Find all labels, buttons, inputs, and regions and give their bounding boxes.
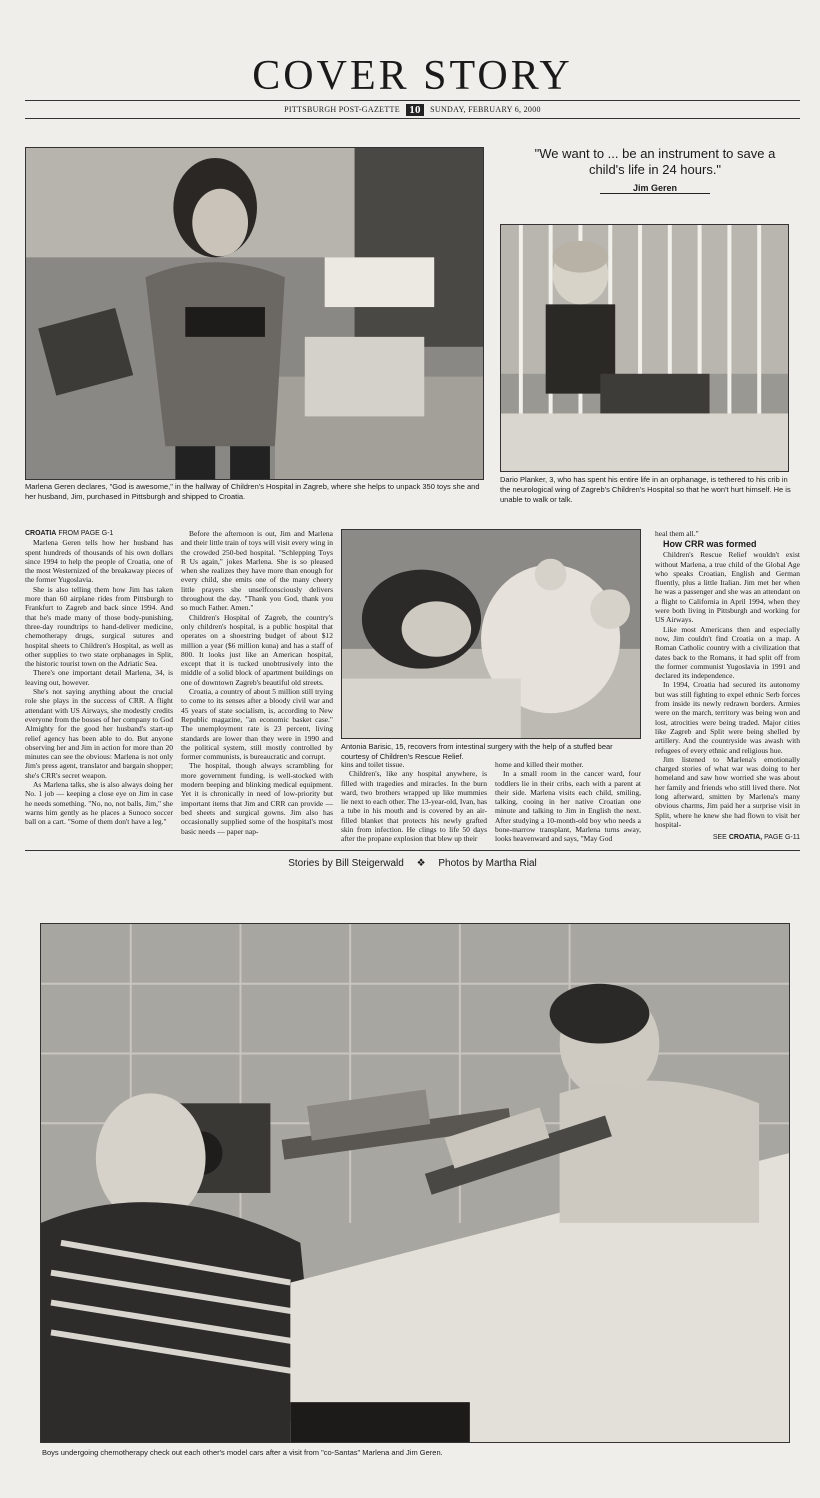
byline-credits — [25, 858, 800, 869]
col2-para-4: The hospital, though always scrambling for more government funding, is well-stocked with modern beeping and blinking medical equipment. Yet it is chronically in need of low-priority but important items that Jim and CRR can provide — bed sheets and surgical gowns. Jim also has occasionally supplied some of the hospital's most basic needs — paper nap- — [181, 761, 333, 836]
col5-para-1: Children's Rescue Relief wouldn't exist without Marlena, a true child of the Global Age who speaks Croatian, English and German fluently, plus a little Italian. Jim met her when he was a passenger and she was an attendant on a flight to California in April 1994, when they were both living in Pittsburgh and working for US Airways. — [655, 550, 800, 625]
col2-para-3: Croatia, a country of about 5 million still trying to come to its senses after a bloody civil war and 45 years of state socialism, is, according to New Republic magazine, "an economic basket case." The unemployment rate is 23 percent, living standards are lower than they were in 1990 and the political system, still mostly controlled by former communists, is bureaucratic and corrupt. — [181, 687, 333, 762]
paper-name: PITTSBURGH POST-GAZETTE — [284, 104, 400, 114]
jump-from — [25, 529, 173, 538]
stories-credit: Stories by Bill Steigerwald — [288, 858, 404, 869]
jump-to-label: CROATIA, — [728, 834, 763, 841]
caption-dario: Dario Planker, 3, who has spent his entire life in an orphanage, is tethered to his crib in the neurological wing of Zagreb's Children's Hospital so that he won't hurt himself. He is unable to walk or talk. — [500, 475, 791, 504]
caption-marlena: Marlena Geren declares, "God is awesome," in the hallway of Children's Hospital in Zagreb, where she helps to unpack 350 toys she and her husband, Jim, purchased in Pittsburgh and shipped to Croatia. — [25, 482, 480, 501]
col5-para-4: Jim listened to Marlena's emotionally charged stories of what war was doing to her homeland and saw how worried she was about her family and friends who still lived there. Not long afterward, smitten by Marlena's many obvious charms, Jim paid her a surprise visit in Split, where he knew she had flown to visit her hospital- — [655, 754, 800, 829]
credits-separator: ❖ — [416, 858, 426, 869]
col5-para-3: In 1994, Croatia had secured its autonomy but was still fighting to expel ethnic Serb forces from inside its newly redrawn borders. Armies were on the march, territory was being won and lost, atrocities were being traded. Major cities like Zagreb and Split were being shelled by artillery. And the countryside was awash with refugees of every ethnic and religious hue. — [655, 680, 800, 755]
jump-from-label: CROATIA — [25, 530, 57, 537]
folio-line — [25, 104, 800, 116]
jump-to-text: PAGE G-11 — [764, 834, 800, 841]
col4-para-2: In a small room in the cancer ward, four toddlers lie in their cribs, each with a parent at their side. Marlena visits each child, smiling, talking, cooing in her native Croatian one minute and talking to Jim in English the next. After studying a 10-month-old boy who needs a bone-marrow transplant, Marlena turns away, looks heavenward and says, "May God — [495, 769, 641, 844]
issue-date: SUNDAY, FEBRUARY 6, 2000 — [430, 104, 541, 114]
pull-quote: "We want to ... be an instrument to save a child's life in 24 hours." — [534, 146, 776, 177]
col4-para-1: home and killed their mother. — [495, 760, 584, 769]
photo-antonia-bear — [341, 529, 641, 739]
col5-lead: heal them all." — [655, 529, 699, 538]
article-column-4 — [495, 760, 641, 844]
jump-to-prefix: SEE — [712, 834, 727, 841]
caption-antonia: Antonia Barisic, 15, recovers from intestinal surgery with the help of a stuffed bear courtesy of Children's Rescue Relief. — [341, 742, 613, 761]
photo-marlena-toys — [25, 147, 484, 480]
caption-boys: Boys undergoing chemotherapy check out each other's model cars after a visit from "co-Santas" Marlena and Jim Geren. — [42, 1448, 443, 1457]
col3-para-2: Children's, like any hospital anywhere, is filled with tragedies and miracles. In the burn ward, two brothers wrapped up like mummies lie next to each other. The 13-year-old, Ivan, has a tube in his mouth and is covered by an air-filled blanket that protects his newly grafted skin from infection. He clings to life 50 days after the propane explosion that blew up their — [341, 769, 487, 844]
photo-boys-model-cars — [40, 923, 790, 1443]
subhead-how-crr-formed: How CRR was formed — [663, 539, 757, 550]
photo-dario-crib — [500, 224, 789, 472]
col1-para-5: As Marlena talks, she is also always doing her No. 1 job — keeping a close eye on Jim in case he needs something. "No, no, not balls, Jim," she warns him gently as he places a Sunoco soccer ball on a cart. "Some of them don't have a leg." — [25, 780, 173, 827]
masthead-rule-bottom — [25, 118, 800, 119]
article-column-1 — [25, 529, 173, 827]
section-title: COVER STORY — [252, 53, 573, 99]
jump-to-line — [640, 834, 800, 841]
col2-para-2: Children's Hospital of Zagreb, the country's only children's hospital, is a public hospital that operates on a shoestring budget of about $12 million a year ($6 million kuna) and has a staff of 800. It looks just like an American hospital, except that it is tucked unobtrusively into the middle of a solid block of apartment buildings on one of downtown Zagreb's beautiful old streets. — [181, 612, 333, 687]
credits-rule — [25, 850, 800, 851]
col5-para-2: Like most Americans then and especially now, Jim couldn't find Croatia on a map. A Roman Catholic country with a civilization that dates back to the Romans, it had split off from the former communist Yugoslavia in 1991 and declared its independence. — [655, 624, 800, 681]
col1-para-3: There's one important detail Marlena, 34, is leaving out, however. — [25, 668, 173, 687]
jump-from-text: FROM PAGE G-1 — [58, 530, 114, 537]
col1-para-4: She's not saying anything about the crucial role she plays in the success of CRR. A flight attendant with US Airways, she modestly credits everyone from the bosses of her company to God Almighty for the good her husband's start-up relief agency has been able to do. But anyone observing her and Jim in action for more than 20 minutes can see the obvious: Marlena is not only Jim's press agent, translator and bargain shopper; she's CRR's secret weapon. — [25, 687, 173, 780]
pull-quote-attribution: Jim Geren — [600, 183, 710, 194]
col1-para-1: Marlena Geren tells how her husband has spent hundreds of thousands of his own dollars since 1994 to help the people of Croatia, one of the most Westernized of the breakaway pieces of the former Yugoslavia. — [25, 538, 173, 585]
article-column-3 — [341, 760, 487, 844]
col3-para-1: kins and toilet tissue. — [341, 760, 405, 769]
article-column-2 — [181, 529, 333, 836]
section-masthead — [25, 52, 800, 100]
col2-para-1: Before the afternoon is out, Jim and Marlena and their little train of toys will visit every wing in the crowded 250-bed hospital. "Schlepping Toys R Us again," jokes Marlena. She is so pleased when she realizes they have more than enough for every child, she emits one of the many cheery little prayers she unselfconsciously delivers throughout the day. "Thank you God, thank you so much Father. Amen." — [181, 529, 333, 613]
photos-credit: Photos by Martha Rial — [438, 858, 537, 869]
article-column-5 — [655, 529, 800, 829]
page-number: 10 — [406, 104, 424, 116]
masthead-rule-top — [25, 100, 800, 101]
col1-para-2: She is also telling them how Jim has taken more than 60 airplane rides from Pittsburgh to Frankfurt to Zagreb and back since 1994. And that he's made many of those body-punishing, three-day roundtrips to hand-deliver medicine, chemotherapy drugs, surgical sutures and hospital sheets to Children's Hospital, as well as other supplies to two state orphanages in Split, the historic tourist town on the Adriatic Sea. — [25, 584, 173, 669]
